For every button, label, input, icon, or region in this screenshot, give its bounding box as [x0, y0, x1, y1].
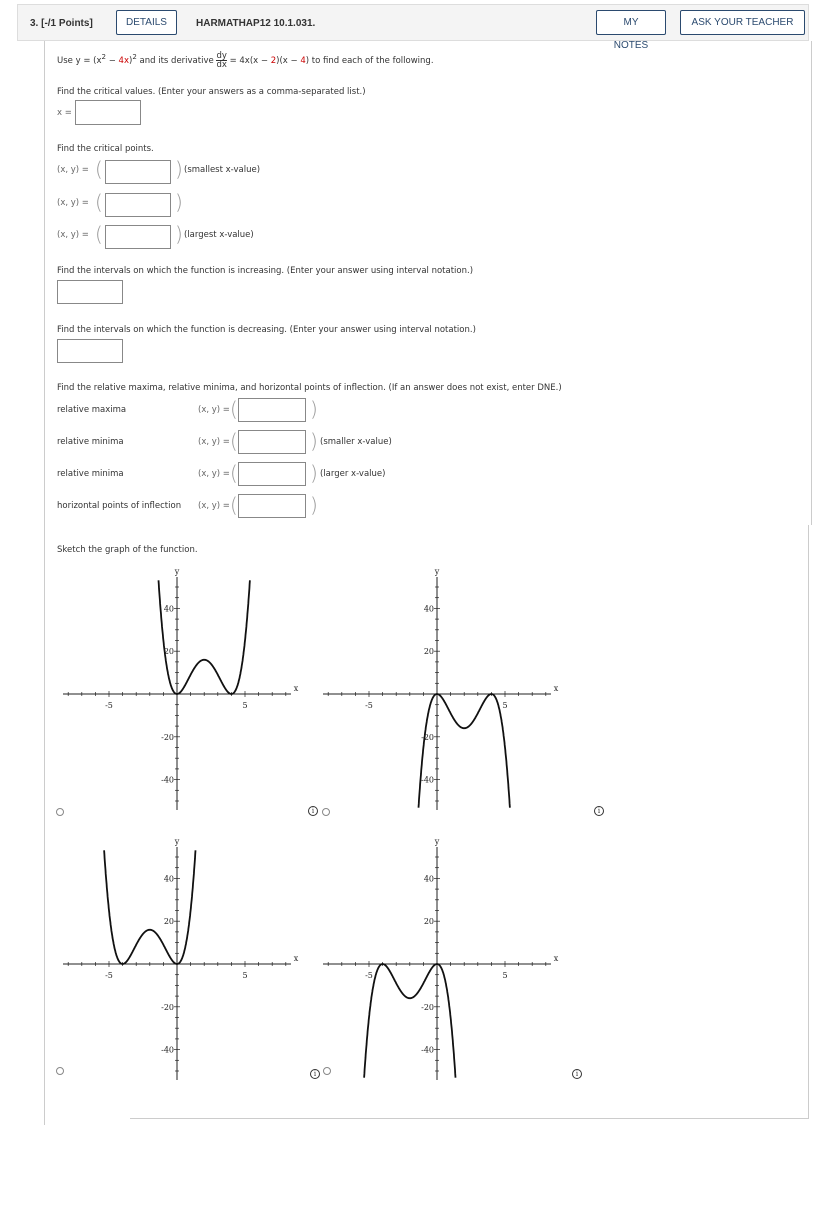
critical-point-input[interactable] — [105, 225, 171, 249]
open-paren: ( — [230, 493, 238, 517]
y-tick-label: -40 — [421, 1045, 434, 1055]
x-tick-label: -5 — [365, 701, 373, 710]
extrema-row-label: relative minima — [57, 437, 124, 447]
open-paren: ( — [230, 397, 238, 421]
xy-label: (x, y) = — [198, 501, 230, 511]
increasing-prompt: Find the intervals on which the function is increasing. (Enter your answer using interval notation.) — [57, 266, 474, 276]
y-tick-label: 40 — [423, 604, 434, 614]
y-axis-label: y — [434, 567, 440, 576]
ask-your-teacher-button[interactable]: ASK YOUR TEACHER — [680, 10, 805, 35]
y-tick-label: 20 — [423, 917, 434, 927]
close-paren: ) — [175, 222, 183, 246]
x-axis-label: x — [553, 954, 559, 963]
divider — [130, 1118, 808, 1119]
increasing-input[interactable] — [57, 280, 123, 304]
y-tick-label: -40 — [161, 775, 174, 785]
critical-point-input[interactable] — [105, 193, 171, 217]
y-tick-label: 20 — [163, 917, 174, 927]
y-tick-label: 40 — [163, 604, 174, 614]
x-axis-label: x — [553, 684, 559, 693]
close-paren: ) — [175, 157, 183, 181]
graph-option-3 — [63, 835, 313, 1085]
close-paren: ) — [175, 190, 183, 214]
y-tick-label: -20 — [421, 732, 434, 742]
option-radio[interactable] — [322, 808, 330, 816]
x-tick-label: -5 — [105, 971, 113, 980]
extrema-note: (smaller x-value) — [320, 437, 392, 447]
function-curve — [364, 964, 455, 1078]
x-tick-label: -5 — [365, 971, 373, 980]
function-curve — [104, 850, 195, 964]
open-paren: ( — [95, 157, 103, 181]
question-code: HARMATHAP12 10.1.031. — [196, 18, 316, 29]
xy-label: (x, y) = — [57, 165, 89, 175]
intro-text: Use $y = (x^2 - 4x)^2$ and its derivative $\frac{dy}{dx}$ = 4x(x − 2)(x − 4) to find each of the following. — [57, 51, 434, 70]
y-tick-label: 20 — [423, 647, 434, 657]
close-paren: ) — [310, 461, 318, 485]
close-paren: ) — [310, 493, 318, 517]
critical-values-input[interactable] — [75, 100, 141, 125]
y-axis-label: y — [174, 567, 180, 576]
extrema-note: (larger x-value) — [320, 469, 386, 479]
info-icon[interactable]: i — [308, 806, 318, 816]
extrema-row-label: horizontal points of inflection — [57, 501, 182, 511]
open-paren: ( — [95, 190, 103, 214]
x-tick-label: -5 — [105, 701, 113, 710]
extrema-input[interactable] — [238, 462, 306, 486]
function-curve — [419, 694, 510, 808]
y-tick-label: -20 — [421, 1002, 434, 1012]
close-paren: ) — [310, 397, 318, 421]
question-body — [44, 41, 812, 525]
y-tick-label: -20 — [161, 1002, 174, 1012]
option-radio[interactable] — [323, 1067, 331, 1075]
x-axis-label: x — [293, 684, 299, 693]
info-icon[interactable]: i — [310, 1069, 320, 1079]
x-tick-label: 5 — [242, 971, 248, 980]
graph-option-1 — [63, 565, 313, 815]
open-paren: ( — [230, 429, 238, 453]
y-axis-label: y — [434, 837, 440, 846]
x-tick-label: 5 — [502, 701, 508, 710]
y-tick-label: -40 — [421, 775, 434, 785]
y-tick-label: -40 — [161, 1045, 174, 1055]
divider — [44, 525, 45, 1125]
graph-option-4 — [323, 835, 573, 1085]
y-tick-label: 40 — [423, 874, 434, 884]
option-radio[interactable] — [56, 808, 64, 816]
xy-label: (x, y) = — [57, 230, 89, 240]
x-axis-label: x — [293, 954, 299, 963]
function-curve — [159, 580, 250, 694]
open-paren: ( — [230, 461, 238, 485]
decreasing-prompt: Find the intervals on which the function is decreasing. (Enter your answer using interval notation.) — [57, 325, 476, 335]
my-notes-button[interactable]: MY NOTES — [596, 10, 666, 35]
critical-points-prompt: Find the critical points. — [57, 144, 154, 154]
extrema-input[interactable] — [238, 430, 306, 454]
xy-label: (x, y) = — [198, 405, 230, 415]
info-icon[interactable]: i — [594, 806, 604, 816]
critical-values-prompt: Find the critical values. (Enter your answers as a comma-separated list.) — [57, 87, 366, 97]
extrema-input[interactable] — [238, 398, 306, 422]
close-paren: ) — [310, 429, 318, 453]
x-label: x = — [57, 108, 72, 118]
y-tick-label: 20 — [163, 647, 174, 657]
xy-label: (x, y) = — [198, 437, 230, 447]
critical-point-input[interactable] — [105, 160, 171, 184]
y-tick-label: 40 — [163, 874, 174, 884]
info-icon[interactable]: i — [572, 1069, 582, 1079]
y-tick-label: -20 — [161, 732, 174, 742]
question-number: 3. [-/1 Points] — [30, 18, 93, 29]
option-radio[interactable] — [56, 1067, 64, 1075]
xy-label: (x, y) = — [57, 198, 89, 208]
critical-point-note: (smallest x-value) — [184, 165, 261, 175]
extrema-prompt: Find the relative maxima, relative minima, and horizontal points of inflection. (If an answer does not exist, enter DNE.) — [57, 383, 562, 393]
question-header — [17, 4, 809, 51]
open-paren: ( — [95, 222, 103, 246]
x-tick-label: 5 — [502, 971, 508, 980]
x-tick-label: 5 — [242, 701, 248, 710]
sketch-prompt: Sketch the graph of the function. — [57, 545, 198, 555]
critical-point-note: (largest x-value) — [184, 230, 254, 240]
y-axis-label: y — [174, 837, 180, 846]
xy-label: (x, y) = — [198, 469, 230, 479]
divider — [808, 525, 809, 1119]
extrema-input[interactable] — [238, 494, 306, 518]
graph-option-2 — [323, 565, 573, 815]
extrema-row-label: relative minima — [57, 469, 124, 479]
decreasing-input[interactable] — [57, 339, 123, 363]
details-button[interactable]: DETAILS — [116, 10, 177, 35]
extrema-row-label: relative maxima — [57, 405, 127, 415]
